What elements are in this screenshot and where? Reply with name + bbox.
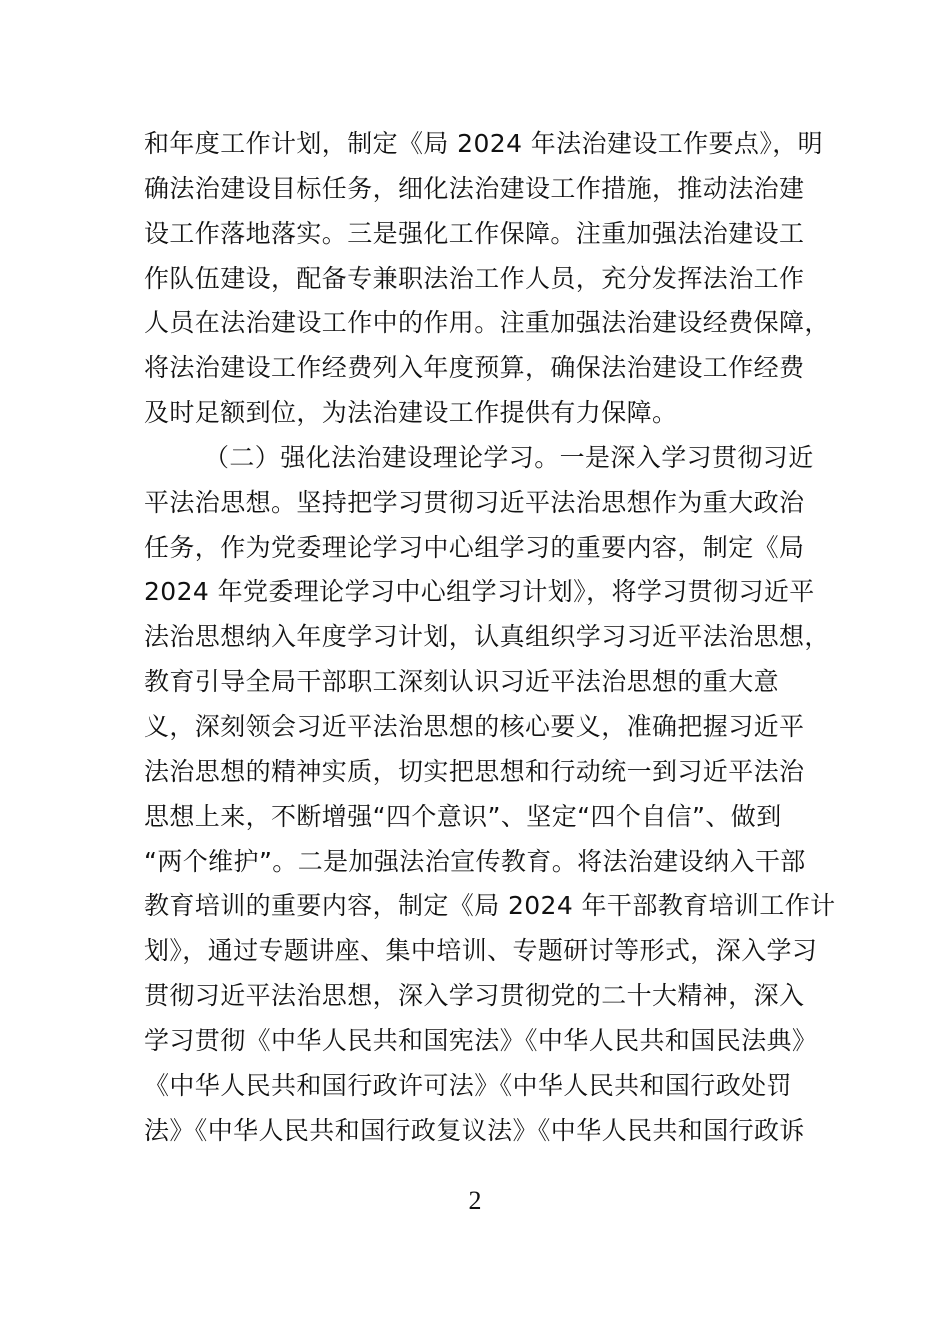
text-line: 法治思想的精神实质，切实把思想和行动统一到习近平法治 bbox=[144, 756, 805, 786]
text-line: 法》《中华人民共和国行政复议法》《中华人民共和国行政诉 bbox=[144, 1115, 805, 1145]
document-body bbox=[144, 122, 836, 1153]
text-line: 法治思想纳入年度学习计划，认真组织学习习近平法治思想， bbox=[144, 622, 830, 652]
text-line: 贯彻习近平法治思想，深入学习贯彻党的二十大精神，深入 bbox=[144, 981, 805, 1011]
page-number: 2 bbox=[468, 1186, 482, 1215]
text-line: 和年度工作计划，制定《局 2024 年法治建设工作要点》，明 bbox=[144, 129, 824, 158]
text-line: 作队伍建设，配备专兼职法治工作人员，充分发挥法治工作 bbox=[144, 263, 805, 293]
text-line: 教育引导全局干部职工深刻认识习近平法治思想的重大意 bbox=[144, 667, 780, 697]
text-line: 《中华人民共和国行政许可法》《中华人民共和国行政处罚 bbox=[144, 1070, 792, 1100]
text-line: 将法治建设工作经费列入年度预算，确保法治建设工作经费 bbox=[144, 353, 805, 383]
text-line: 教育培训的重要内容，制定《局 2024 年干部教育培训工作计 bbox=[144, 891, 836, 921]
text-line: 思想上来，不断增强“四个意识”、坚定“四个自信”、做到 bbox=[144, 801, 782, 831]
text-line: 平法治思想。坚持把学习贯彻习近平法治思想作为重大政治 bbox=[144, 487, 805, 517]
text-line: 学习贯彻《中华人民共和国宪法》《中华人民共和国民法典》 bbox=[144, 1025, 818, 1055]
text-line: 2024 年党委理论学习中心组学习计划》，将学习贯彻习近平 bbox=[144, 577, 815, 607]
text-line: 确法治建设目标任务，细化法治建设工作措施，推动法治建 bbox=[144, 173, 805, 203]
text-line: 设工作落地落实。三是强化工作保障。注重加强法治建设工 bbox=[144, 218, 805, 248]
text-line: 划》，通过专题讲座、集中培训、专题研讨等形式，深入学习 bbox=[144, 936, 818, 966]
text-line: 及时足额到位，为法治建设工作提供有力保障。 bbox=[144, 398, 678, 428]
text-line: “两个维护”。二是加强法治宣传教育。将法治建设纳入干部 bbox=[144, 846, 806, 876]
section-heading-line: （二）强化法治建设理论学习。一是深入学习贯彻习近 bbox=[204, 442, 814, 472]
text-line: 任务，作为党委理论学习中心组学习的重要内容，制定《局 bbox=[144, 532, 805, 562]
text-line: 人员在法治建设工作中的作用。注重加强法治建设经费保障， bbox=[144, 308, 830, 338]
text-line: 义，深刻领会习近平法治思想的核心要义，准确把握习近平 bbox=[144, 711, 805, 741]
